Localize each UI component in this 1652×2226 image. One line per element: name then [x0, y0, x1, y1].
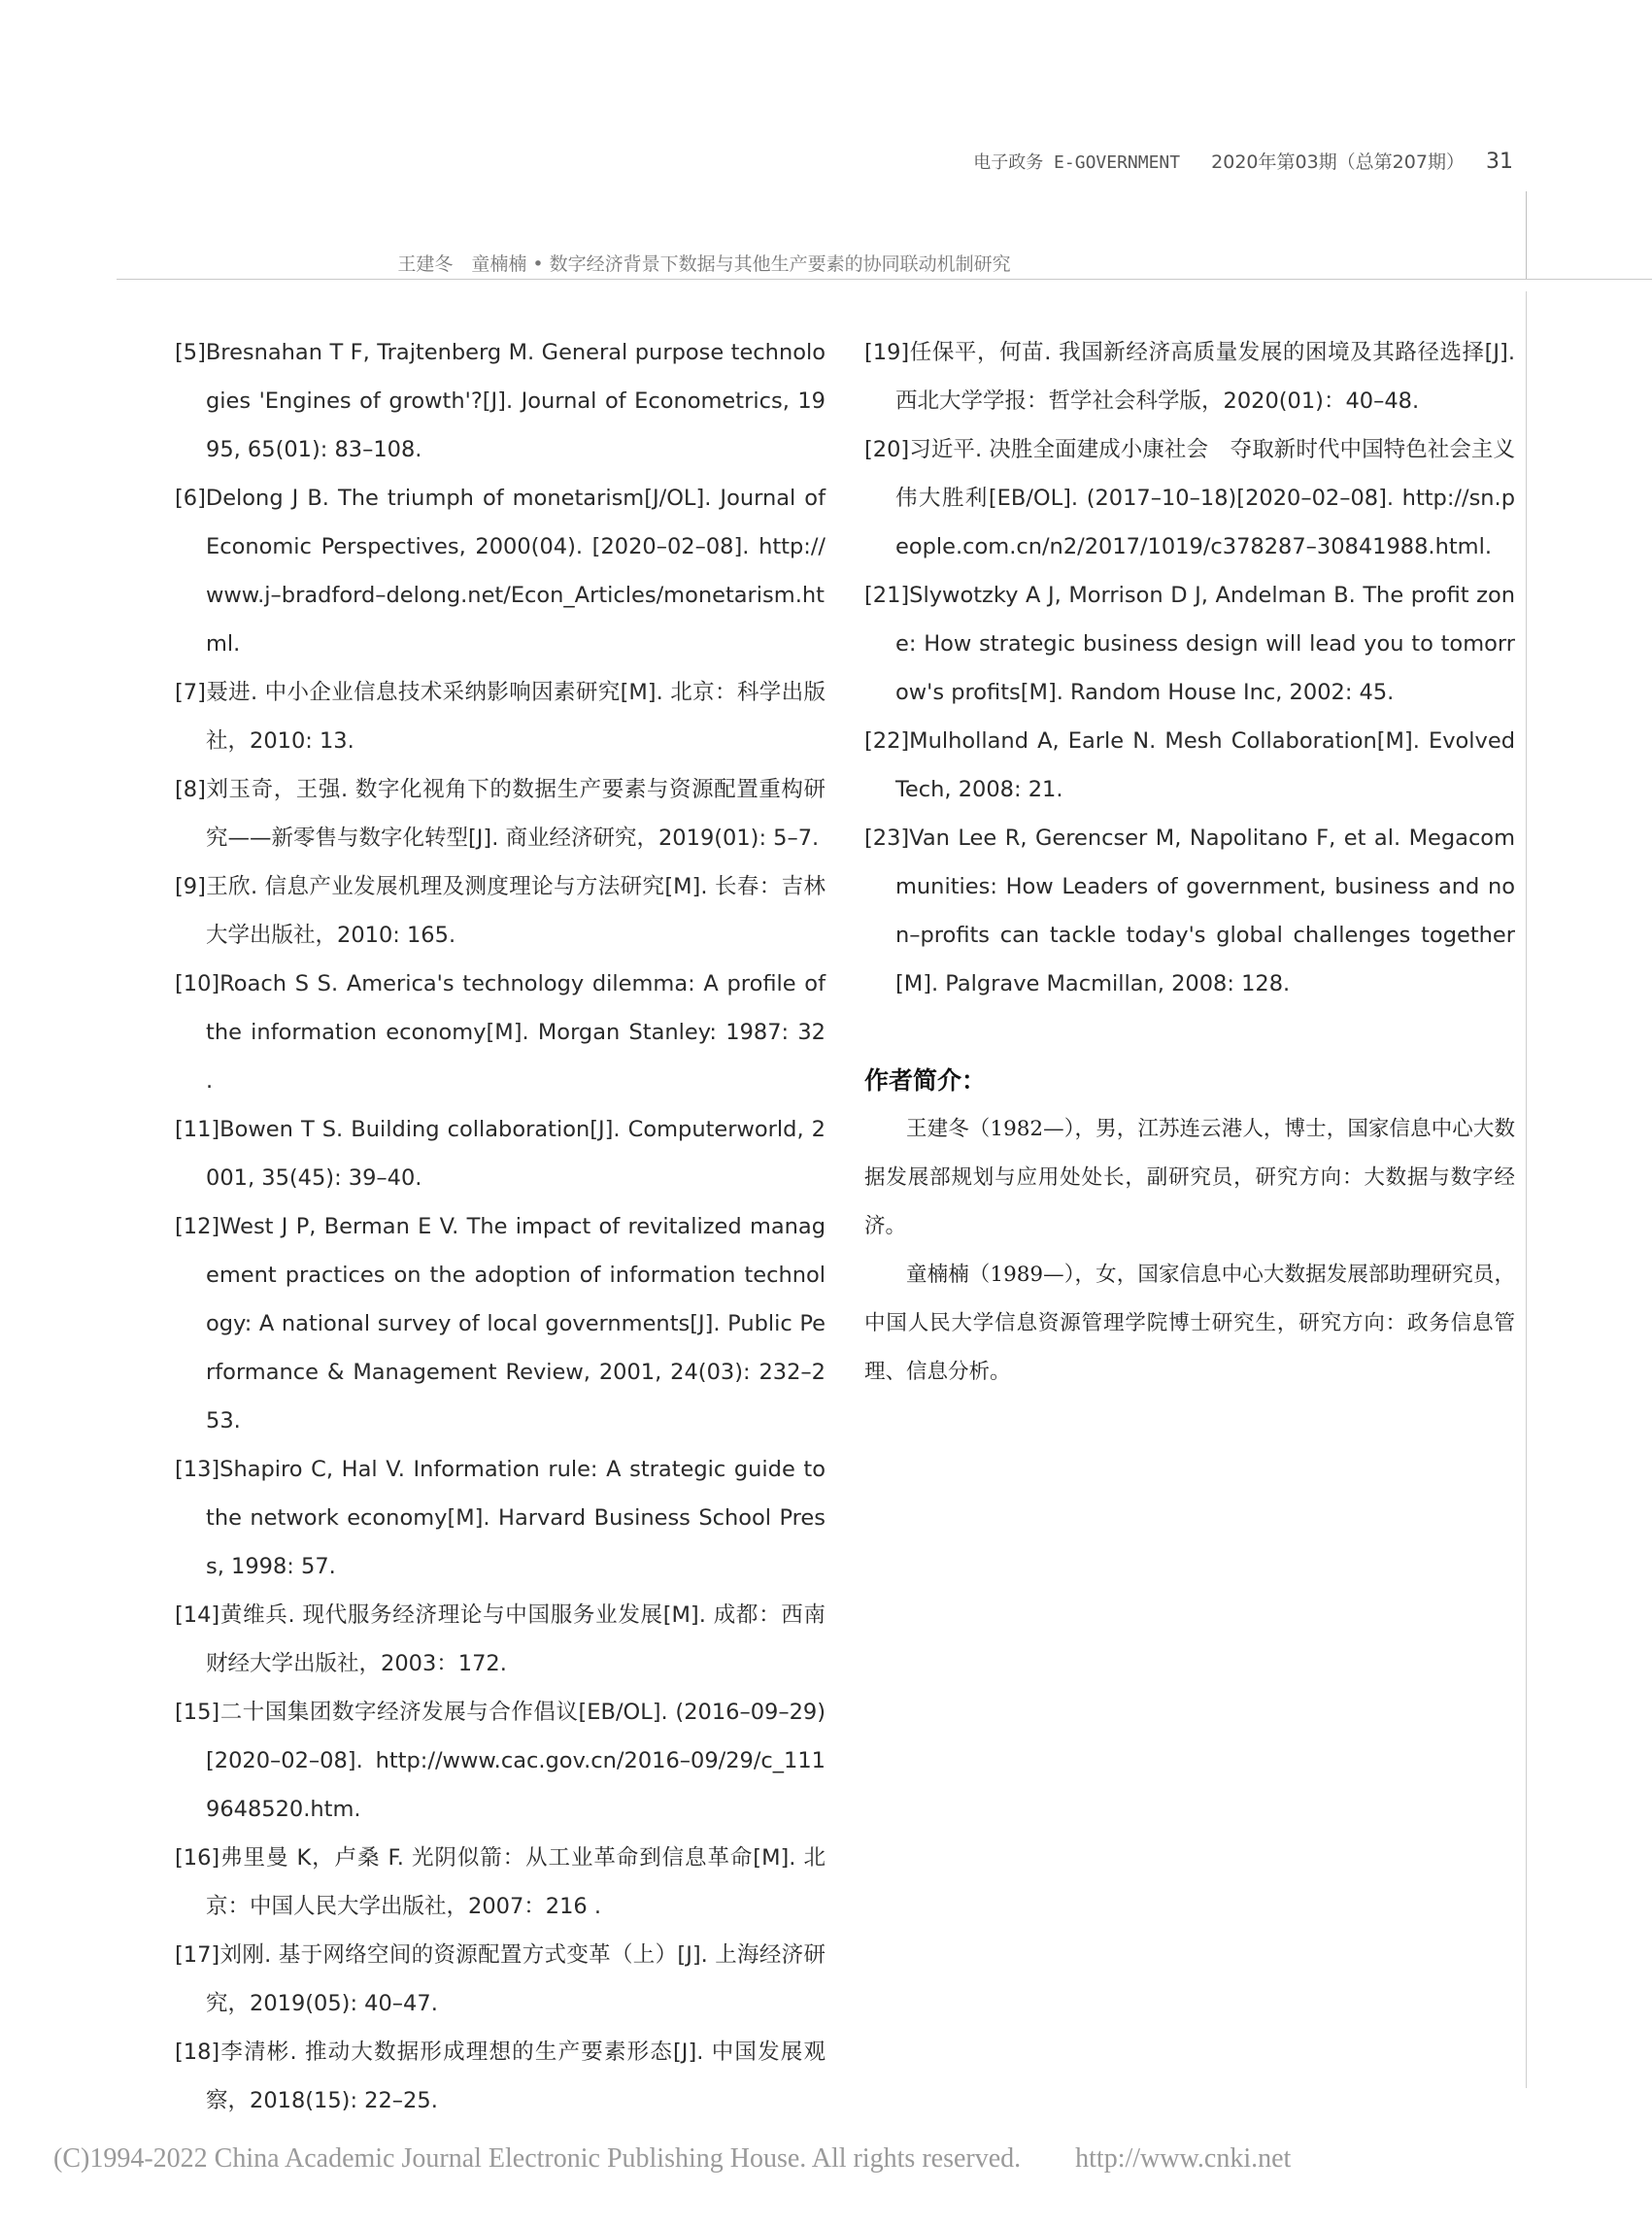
reference-item: [8]刘玉奇，王强. 数字化视角下的数据生产要素与资源配置重构研究——新零售与数字化转型[J]. 商业经济研究，2019(01): 5–7.: [175, 777, 826, 851]
reference-item: [15]二十国集团数字经济发展与合作倡议[EB/OL]. (2016–09–29)[2020–02–08]. http://www.cac.gov.cn/2016–09/29/c_1119648520.htm.: [175, 1700, 826, 1822]
author-bio-paragraph: 王建冬（1982—），男，江苏连云港人，博士，国家信息中心大数据发展部规划与应用处处长，副研究员，研究方向：大数据与数字经济。: [864, 1117, 1515, 1238]
reference-item: [21]Slywotzky A J, Morrison D J, Andelman B. The profit zone: How strategic business design will lead you to tomorrow's profits[M]. Random House Inc, 2002: 45.: [864, 583, 1515, 705]
references-right-column: [864, 328, 1515, 1397]
header-vertical-rule: [1526, 191, 1527, 279]
reference-item: [9]王欣. 信息产业发展机理及测度理论与方法研究[M]. 长春：吉林大学出版社，2010: 165.: [175, 874, 826, 948]
issue-info: 2020年第03期（总第207期）: [1211, 152, 1465, 173]
reference-item: [7]聂进. 中小企业信息技术采纳影响因素研究[M]. 北京：科学出版社，2010: 13.: [175, 680, 826, 754]
reference-item: [20]习近平. 决胜全面建成小康社会 夺取新时代中国特色社会主义伟大胜利[EB/OL]. (2017–10–18)[2020–02–08]. http://sn.people.com.cn/n2/2017/1019/c378287–30841988.html.: [864, 437, 1515, 559]
copyright-footer: (C)1994-2022 China Academic Journal Electronic Publishing House. All rights reserved. http://www.cnki.net: [53, 2143, 1292, 2174]
reference-item: [23]Van Lee R, Gerencser M, Napolitano F, et al. Megacommunities: How Leaders of government, business and non–profits can tackle today's global challenges together [M]. Palgrave Macmillan, 2008: 128.: [864, 826, 1515, 996]
reference-item: [17]刘刚. 基于网络空间的资源配置方式变革（上）[J]. 上海经济研究，2019(05): 40–47.: [175, 1942, 826, 2016]
reference-item: [10]Roach S S. America's technology dilemma: A profile of the information economy[M]. Morgan Stanley: 1987: 32 .: [175, 971, 826, 1094]
journal-name: 电子政务 E-GOVERNMENT: [973, 152, 1181, 173]
title-divider: [117, 279, 1652, 280]
reference-item: [6]Delong J B. The triumph of monetarism[J/OL]. Journal of Economic Perspectives, 2000(04). [2020–02–08]. http://www.j–bradford–delong.net/Econ_Articles/monetarism.html.: [175, 486, 826, 657]
running-head: [973, 148, 1513, 174]
reference-item: [14]黄维兵. 现代服务经济理论与中国服务业发展[M]. 成都：西南财经大学出版社，2003：172.: [175, 1602, 826, 1676]
article-running-title: 王建冬 童楠楠 • 数字经济背景下数据与其他生产要素的协同联动机制研究: [397, 253, 1011, 275]
reference-item: [18]李清彬. 推动大数据形成理想的生产要素形态[J]. 中国发展观察，2018(15): 22–25.: [175, 2040, 826, 2113]
references-left-column: [175, 328, 826, 2125]
reference-item: [13]Shapiro C, Hal V. Information rule: A strategic guide to the network economy[M]. Harvard Business School Press, 1998: 57.: [175, 1457, 826, 1579]
page-number: 31: [1486, 150, 1513, 174]
reference-item: [22]Mulholland A, Earle N. Mesh Collaboration[M]. Evolved Tech, 2008: 21.: [864, 728, 1515, 802]
reference-item: [5]Bresnahan T F, Trajtenberg M. General purpose technologies 'Engines of growth'?[J]. Journal of Econometrics, 1995, 65(01): 83–108.: [175, 340, 826, 462]
reference-item: [16]弗里曼 K，卢桑 F. 光阴似箭：从工业革命到信息革命[M]. 北京：中国人民大学出版社，2007：216 .: [175, 1845, 826, 1919]
margin-vertical-rule: [1526, 291, 1527, 2088]
reference-item: [11]Bowen T S. Building collaboration[J]. Computerworld, 2001, 35(45): 39–40.: [175, 1117, 826, 1191]
reference-item: [19]任保平，何苗. 我国新经济高质量发展的困境及其路径选择[J]. 西北大学学报：哲学社会科学版，2020(01)：40–48.: [864, 340, 1515, 414]
reference-item: [12]West J P, Berman E V. The impact of revitalized management practices on the adoption of information technology: A national survey of local governments[J]. Public Performance & Management Review, 2001, 24(03): 232–253.: [175, 1214, 826, 1433]
author-bio-heading: 作者简介：: [864, 1066, 987, 1095]
author-bio-paragraph: 童楠楠（1989—），女，国家信息中心大数据发展部助理研究员，中国人民大学信息资源管理学院博士研究生，研究方向：政务信息管理、信息分析。: [864, 1263, 1515, 1384]
